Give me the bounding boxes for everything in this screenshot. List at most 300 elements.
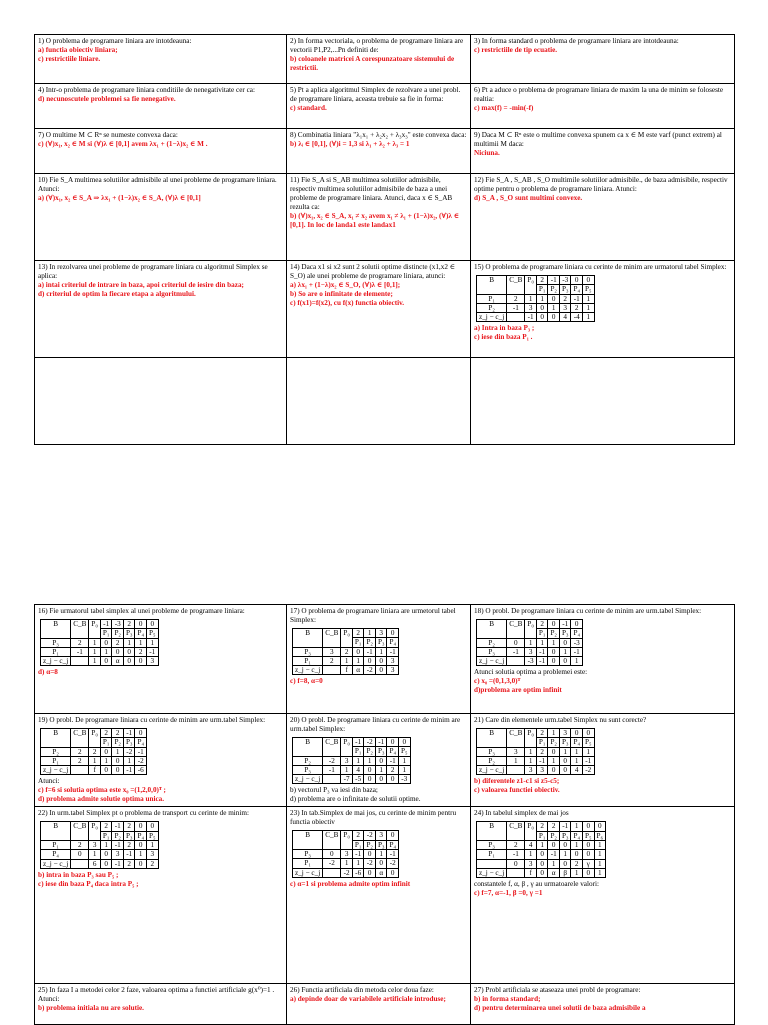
simplex-cell: P₂ (41, 747, 71, 756)
question-cell (471, 129, 735, 174)
question-cell (287, 605, 471, 714)
simplex-column-cell: P₃ (375, 747, 387, 756)
simplex-cell: 0 (548, 840, 560, 849)
simplex-cell: P₃ (293, 765, 323, 774)
simplex-cell: 0 (548, 747, 560, 756)
question-text: 4) Intr-o problema de programare liniara conditiile de nenegativitate cer ca: (38, 86, 255, 94)
simplex-cell: 1 (548, 638, 560, 647)
simplex-column-cell: P₅ (146, 831, 158, 840)
simplex-cell: -1 (387, 647, 399, 656)
simplex-cell: -1 (571, 647, 583, 656)
answer-text: a) depinde doar de variabilele artificiale introduse; (290, 995, 446, 1004)
simplex-cell: 0 (536, 859, 548, 868)
simplex-column-cell: P₃ (123, 831, 135, 840)
simplex-cell: 0 (375, 666, 387, 675)
simplex-cell: 1 (375, 765, 387, 774)
simplex-cell: -1 (525, 313, 537, 322)
question-text: 14) Daca x1 si x2 sunt 2 solutii optime distincte (x1,x2 ∈ S_O) ale unei probleme de programare liniara, atunci: (290, 263, 456, 280)
question-text: 1) O problema de programare liniara are intotdeauna: (38, 37, 192, 45)
simplex-cell: z_j − c_j (41, 766, 71, 775)
simplex-cell: 1 (89, 657, 101, 666)
simplex-cell: -2 (323, 859, 341, 868)
simplex-cell: -1 (507, 647, 525, 656)
simplex-column-cell: P₃ (123, 629, 135, 638)
simplex-cell: 1 (352, 859, 364, 868)
simplex-cell: 1 (123, 756, 135, 765)
simplex-cell: 0 (352, 647, 364, 656)
simplex-cost-cell: 2 (100, 729, 112, 738)
simplex-cell: 1 (582, 313, 594, 322)
simplex-cell: P₁ (41, 647, 71, 656)
answer-text: d) α=8 (38, 668, 58, 677)
simplex-cell: 0 (364, 849, 376, 858)
simplex-cell: 1 (571, 657, 583, 666)
simplex-cell: -2 (364, 666, 376, 675)
simplex-cell: P₂ (477, 756, 507, 765)
simplex-cell: 1 (571, 756, 583, 765)
simplex-cell: 0 (100, 747, 112, 756)
simplex-cell: 0 (364, 868, 376, 877)
simplex-cell: P₁ (41, 756, 71, 765)
simplex-cell (323, 666, 341, 675)
simplex-cell: P₁ (477, 294, 507, 303)
simplex-cell: 0 (123, 657, 135, 666)
simplex-cell: 0 (100, 766, 112, 775)
simplex-cell: z_j − c_j (477, 657, 507, 666)
simplex-column-cell: P₁ (536, 831, 548, 840)
answer-text: c) f=8, α=0 (290, 677, 323, 686)
simplex-header-cell: B (41, 620, 71, 639)
simplex-cost-cell: 0 (146, 620, 158, 629)
answer-text: c) f=6 si solutia optima este x₀ =(1,2,0,0)ᵀ ; (38, 786, 166, 795)
simplex-cell: -2 (582, 766, 594, 775)
simplex-cost-cell: 1 (571, 822, 583, 831)
simplex-cell: P₁ (477, 850, 507, 859)
simplex-column-cell: P₁ (352, 840, 364, 849)
simplex-row (477, 647, 583, 656)
answer-text: b) vectorul P₃ va iesi din baza; (290, 786, 378, 795)
simplex-cell: 2 (571, 859, 583, 868)
answer-text: d) problema admite solutie optima unica. (38, 795, 165, 804)
question-cell (287, 35, 471, 84)
simplex-cost-cell: 1 (548, 729, 560, 738)
simplex-z-row (41, 657, 159, 666)
simplex-cell: z_j − c_j (41, 859, 71, 868)
simplex-cell: -1 (536, 647, 548, 656)
simplex-cell: 1 (135, 638, 147, 647)
simplex-cell: 1 (559, 747, 571, 756)
simplex-column-cell: P₂ (112, 831, 124, 840)
simplex-cell: 0 (582, 850, 594, 859)
simplex-cell: 3 (507, 747, 525, 756)
simplex-cell: 3 (525, 303, 537, 312)
simplex-cell: -3 (525, 657, 537, 666)
simplex-cost-cell: 0 (398, 738, 410, 747)
simplex-column-cell: P₄ (571, 738, 583, 747)
simplex-column-cell: P₂ (364, 840, 376, 849)
simplex-cell: 1 (364, 756, 376, 765)
simplex-cost-cell: 2 (123, 822, 135, 831)
simplex-cell: 0 (548, 294, 560, 303)
simplex-row (41, 747, 147, 756)
simplex-cell: 0 (112, 766, 124, 775)
question-text: 6) Pt a aduce o problema de programare liniara de maxim la una de minim se foloseste realtia: (474, 86, 724, 103)
simplex-column-cell: P₂ (548, 285, 560, 294)
question-cell (471, 605, 735, 714)
simplex-header-cell: P₀ (341, 738, 353, 757)
simplex-cell: 1 (100, 840, 112, 849)
simplex-column-cell: P₃ (375, 840, 387, 849)
question-cell (287, 807, 471, 984)
simplex-cell: P₃ (293, 647, 323, 656)
simplex-cell: 6 (89, 859, 101, 868)
answer-text: d) problema are o infinitate de solutii optime. (290, 795, 421, 804)
simplex-cell: 1 (525, 747, 537, 756)
question-cell (35, 605, 287, 714)
simplex-cost-cell: 2 (352, 831, 364, 840)
simplex-column-cell: P₃ (123, 738, 135, 747)
simplex-cell: -2 (341, 868, 353, 877)
question-cell (35, 174, 287, 261)
simplex-cell: P₂ (477, 638, 507, 647)
simplex-cell: 0 (100, 657, 112, 666)
simplex-cost-cell: -3 (559, 276, 571, 285)
simplex-cell: 0 (387, 868, 399, 877)
simplex-cell: 1 (507, 756, 525, 765)
simplex-column-cell: P₂ (112, 738, 124, 747)
answer-text: c) iese din baza P₄ daca intra P₅ ; (38, 879, 139, 888)
simplex-cell: 0 (548, 313, 560, 322)
simplex-column-cell: P₃ (559, 831, 571, 840)
simplex-cell: 0 (536, 313, 548, 322)
simplex-cell: 1 (548, 303, 560, 312)
simplex-cell (507, 313, 525, 322)
simplex-header-cell: C_B (71, 822, 89, 841)
answer-text: b) λᵢ ∈ [0,1], (∀)i = 1,3 si λ₁ + λ₂ + λ₃ = 1 (290, 140, 410, 148)
simplex-cost-cell: -3 (112, 620, 124, 629)
simplex-cell: P₄ (41, 850, 71, 859)
simplex-cell: -6 (352, 868, 364, 877)
simplex-cell: 1 (375, 647, 387, 656)
simplex-z-row (293, 666, 399, 675)
simplex-cost-cell: -2 (364, 831, 376, 840)
answer-text: a) intai criteriul de intrare in baza, apoi criteriul de iesire din baza; (38, 281, 244, 289)
simplex-cell: 0 (323, 849, 341, 858)
simplex-cell: 1 (89, 756, 101, 765)
simplex-z-row (477, 766, 595, 775)
simplex-header-cell: C_B (323, 629, 341, 648)
simplex-cell: -7 (341, 775, 353, 784)
simplex-table (292, 628, 399, 675)
simplex-column-cell: P₂ (548, 831, 560, 840)
simplex-header-cell: P₀ (89, 620, 101, 639)
simplex-table (40, 728, 147, 775)
question-cell (471, 984, 735, 1025)
simplex-cell: 0 (100, 638, 112, 647)
simplex-column-cell: P₃ (559, 629, 571, 638)
answer-text: d) pentru determinarea unei solutii de baza admisibile a (474, 1004, 646, 1013)
simplex-cell: 0 (364, 765, 376, 774)
simplex-cost-cell: 0 (387, 629, 399, 638)
simplex-cost-cell: 0 (135, 620, 147, 629)
simplex-cell: f (341, 666, 353, 675)
simplex-cell: 1 (536, 294, 548, 303)
question-cell (471, 261, 735, 358)
simplex-table (476, 821, 606, 878)
simplex-cell: 0 (559, 840, 571, 849)
simplex-cell: -1 (507, 303, 525, 312)
simplex-cell: 1 (582, 294, 594, 303)
question-text: 19) O probl. De programare liniara cu cerinte de minim are urm.tabel Simplex: (38, 716, 266, 724)
question-text: 2) In forma vectoriala, o problema de programare liniara are vectorii P1,P2,...Pn definiti de: (290, 37, 464, 54)
simplex-cost-cell: 0 (571, 729, 583, 738)
question-cell (35, 984, 287, 1025)
question-text: 26) Functia artificiala din metoda celor doua faze: (290, 986, 434, 995)
simplex-header-cell: B (293, 738, 323, 757)
simplex-column-cell: P₁ (536, 738, 548, 747)
simplex-cost-cell: 2 (536, 276, 548, 285)
simplex-header-cell: B (477, 729, 507, 748)
simplex-cell: -6 (135, 766, 147, 775)
simplex-cell: -1 (112, 840, 124, 849)
simplex-table (40, 619, 159, 666)
simplex-cell: -2 (123, 747, 135, 756)
simplex-cell: 1 (536, 638, 548, 647)
simplex-cell: -2 (364, 859, 376, 868)
answer-text: c) f=7, α=-1, β =0, γ =1 (474, 889, 543, 898)
simplex-cell: 1 (548, 756, 560, 765)
simplex-cell (323, 868, 341, 877)
simplex-cell: 0 (135, 840, 147, 849)
question-cell (287, 984, 471, 1025)
simplex-z-row (293, 775, 411, 784)
simplex-z-row (477, 313, 595, 322)
simplex-cell: z_j − c_j (41, 657, 71, 666)
simplex-cost-cell: 2 (352, 629, 364, 638)
simplex-header-cell: C_B (323, 738, 341, 757)
simplex-cell: 0 (536, 850, 548, 859)
simplex-column-cell: P₂ (364, 747, 376, 756)
simplex-column-cell: P₄ (387, 638, 399, 647)
simplex-row (41, 756, 147, 765)
simplex-cell: 2 (135, 647, 147, 656)
simplex-cell: 2 (341, 647, 353, 656)
simplex-cell: 3 (89, 840, 101, 849)
simplex-cell: 0 (571, 850, 583, 859)
simplex-row (293, 647, 399, 656)
simplex-column-cell: P₁ (536, 285, 548, 294)
simplex-cell: 0 (387, 775, 399, 784)
simplex-cell: 3 (525, 647, 537, 656)
empty-cell (287, 358, 471, 445)
simplex-cost-cell: 2 (536, 729, 548, 738)
simplex-cell: 1 (146, 638, 158, 647)
simplex-cell: 3 (341, 756, 353, 765)
simplex-cost-cell: 0 (582, 822, 594, 831)
simplex-cell: 0 (100, 850, 112, 859)
simplex-cell: 0 (375, 656, 387, 665)
answer-text: c) iese din baza P₁ . (474, 333, 533, 342)
simplex-cell: z_j − c_j (293, 666, 323, 675)
question-cell (35, 807, 287, 984)
simplex-cell: P₃ (41, 638, 71, 647)
simplex-z-row (41, 766, 147, 775)
simplex-cell: P₃ (293, 849, 323, 858)
simplex-column-cell: P₄ (387, 840, 399, 849)
simplex-cell: 1 (352, 756, 364, 765)
simplex-cell: 2 (71, 747, 89, 756)
answer-text: b) diferentele z1-c1 si z5-c5; (474, 777, 560, 786)
simplex-cell: 3 (525, 766, 537, 775)
simplex-cost-cell: 2 (536, 620, 548, 629)
answer-text: c) standard. (290, 104, 327, 112)
simplex-cost-cell: 0 (571, 276, 583, 285)
simplex-cell: P₃ (477, 647, 507, 656)
simplex-column-cell: P₃ (559, 738, 571, 747)
simplex-column-cell: P₁ (352, 638, 364, 647)
simplex-cell: 1 (398, 756, 410, 765)
simplex-cost-cell: 0 (146, 822, 158, 831)
answer-text: d) S_A , S_O sunt multimi convexe. (474, 194, 583, 202)
simplex-header-cell: P₀ (89, 729, 101, 748)
top-sheet (34, 34, 735, 445)
simplex-cell: f (525, 868, 537, 877)
simplex-cell: P₂ (477, 303, 507, 312)
simplex-cell: 0 (100, 859, 112, 868)
answer-text: b) So are o infinitate de elemente; (290, 290, 393, 298)
simplex-cell: 1 (525, 638, 537, 647)
simplex-header-cell: P₀ (341, 831, 353, 850)
simplex-cell: 1 (571, 840, 583, 849)
simplex-row (293, 656, 399, 665)
simplex-cost-cell: 2 (100, 822, 112, 831)
simplex-column-cell: P₄ (571, 285, 583, 294)
simplex-column-cell: P₄ (571, 831, 583, 840)
simplex-column-cell: P₅ (146, 629, 158, 638)
question-text: 3) In forma standard o problema de programare liniara are intotdeauna: (474, 37, 679, 45)
simplex-cell: 1 (559, 647, 571, 656)
simplex-cost-cell: 2 (123, 620, 135, 629)
simplex-cell: -1 (135, 747, 147, 756)
simplex-column-cell: P₄ (571, 629, 583, 638)
simplex-column-cell: P₂ (112, 629, 124, 638)
simplex-cell: 1 (135, 850, 147, 859)
simplex-cell: γ (582, 859, 594, 868)
answer-text: d)problema are optim infinit (474, 686, 562, 695)
question-text: 11) Fie S_A si S_AB multimea solutiilor admisibile, respectiv multimea solutiilor admisibile de baza a unei probleme de programare liniara. Atunci, daca x ∈ S_AB rezulta ca: (290, 176, 453, 211)
simplex-cell: 1 (100, 647, 112, 656)
simplex-cell: 3 (112, 850, 124, 859)
question-cell (471, 35, 735, 84)
simplex-column-cell: P₄ (387, 747, 399, 756)
simplex-cell (507, 868, 525, 877)
question-text: 8) Combinatia liniara "λ₁x₁ + λ₂x₂ + λ₃x₃" este convexa daca: (290, 131, 467, 139)
simplex-column-cell: P₁ (100, 629, 112, 638)
simplex-cell: -1 (387, 849, 399, 858)
simplex-cell (477, 859, 507, 868)
simplex-cost-cell: -1 (375, 738, 387, 747)
simplex-header-cell: C_B (71, 729, 89, 748)
simplex-cell: 1 (341, 765, 353, 774)
question-text: 10) Fie S_A multimea solutiilor admisibile al unei probleme de programare liniara. Atunci: (38, 176, 277, 193)
simplex-cell: z_j − c_j (293, 775, 323, 784)
simplex-cost-cell: 0 (582, 729, 594, 738)
simplex-cell: 4 (559, 313, 571, 322)
question-text: 15) O problema de programare liniara cu cerinte de minim are urmatorul tabel Simplex: (474, 263, 727, 271)
simplex-cell: 2 (71, 638, 89, 647)
simplex-table (292, 737, 411, 784)
simplex-cell (507, 766, 525, 775)
answer-text: d) necunoscutele problemei sa fie nenegative. (38, 95, 176, 103)
question-text: 17) O problema de programare liniara are urmetorul tabel Simplex: (290, 607, 456, 624)
simplex-column-cell: P₁ (100, 738, 112, 747)
simplex-cell: 2 (112, 638, 124, 647)
simplex-cell: 3 (536, 766, 548, 775)
simplex-cell: P₁ (293, 859, 323, 868)
answer-text: c) restrictiile liniare. (38, 55, 101, 63)
simplex-header-cell: P₀ (525, 729, 537, 748)
simplex-cost-cell: 0 (387, 831, 399, 840)
simplex-cell: 1 (146, 840, 158, 849)
simplex-cell: 1 (398, 765, 410, 774)
simplex-cell: 1 (341, 859, 353, 868)
simplex-column-cell: P₄ (135, 738, 147, 747)
simplex-header-cell: P₀ (525, 620, 537, 639)
simplex-table (476, 275, 595, 322)
simplex-cell: -5 (352, 775, 364, 784)
question-cell (287, 714, 471, 807)
simplex-cell: 0 (135, 859, 147, 868)
simplex-cell: 2 (123, 840, 135, 849)
simplex-row (41, 647, 159, 656)
simplex-cost-cell: 0 (594, 822, 606, 831)
simplex-cost-cell: 0 (571, 620, 583, 629)
simplex-cell: 0 (375, 756, 387, 765)
simplex-cost-cell: 0 (548, 620, 560, 629)
simplex-cell: 0 (559, 766, 571, 775)
simplex-cell: 0 (375, 859, 387, 868)
simplex-cell: 1 (89, 850, 101, 859)
simplex-cell: 1 (582, 747, 594, 756)
simplex-cell: z_j − c_j (477, 766, 507, 775)
question-text: 16) Fie urmatorul tabel simplex al unei probleme de programare liniara: (38, 607, 245, 615)
question-text: 24) In tabelul simplex de mai jos (474, 809, 569, 818)
question-text: 20) O probl. De programare liniara cu cerinte de minim are urm.tabel Simplex: (290, 716, 461, 733)
simplex-z-row (477, 657, 583, 666)
simplex-cost-cell: 2 (112, 729, 124, 738)
simplex-cost-cell: 0 (582, 276, 594, 285)
simplex-header-cell: P₀ (525, 822, 537, 841)
simplex-cell: 1 (100, 756, 112, 765)
simplex-row (477, 850, 606, 859)
simplex-cell: -1 (123, 766, 135, 775)
simplex-cell: 1 (89, 647, 101, 656)
simplex-cell: 0 (548, 766, 560, 775)
simplex-cell: -2 (323, 756, 341, 765)
simplex-cell: 0 (559, 859, 571, 868)
question-cell (35, 714, 287, 807)
simplex-cell: 1 (341, 656, 353, 665)
simplex-column-cell: P₅ (582, 831, 594, 840)
simplex-cell: 1 (594, 840, 606, 849)
question-cell (35, 84, 287, 129)
simplex-cell: 1 (525, 294, 537, 303)
simplex-column-cell: P₅ (398, 747, 410, 756)
simplex-cell: 2 (89, 747, 101, 756)
simplex-row (41, 850, 159, 859)
simplex-header-cell: B (41, 822, 71, 841)
simplex-cost-cell: -1 (112, 822, 124, 831)
